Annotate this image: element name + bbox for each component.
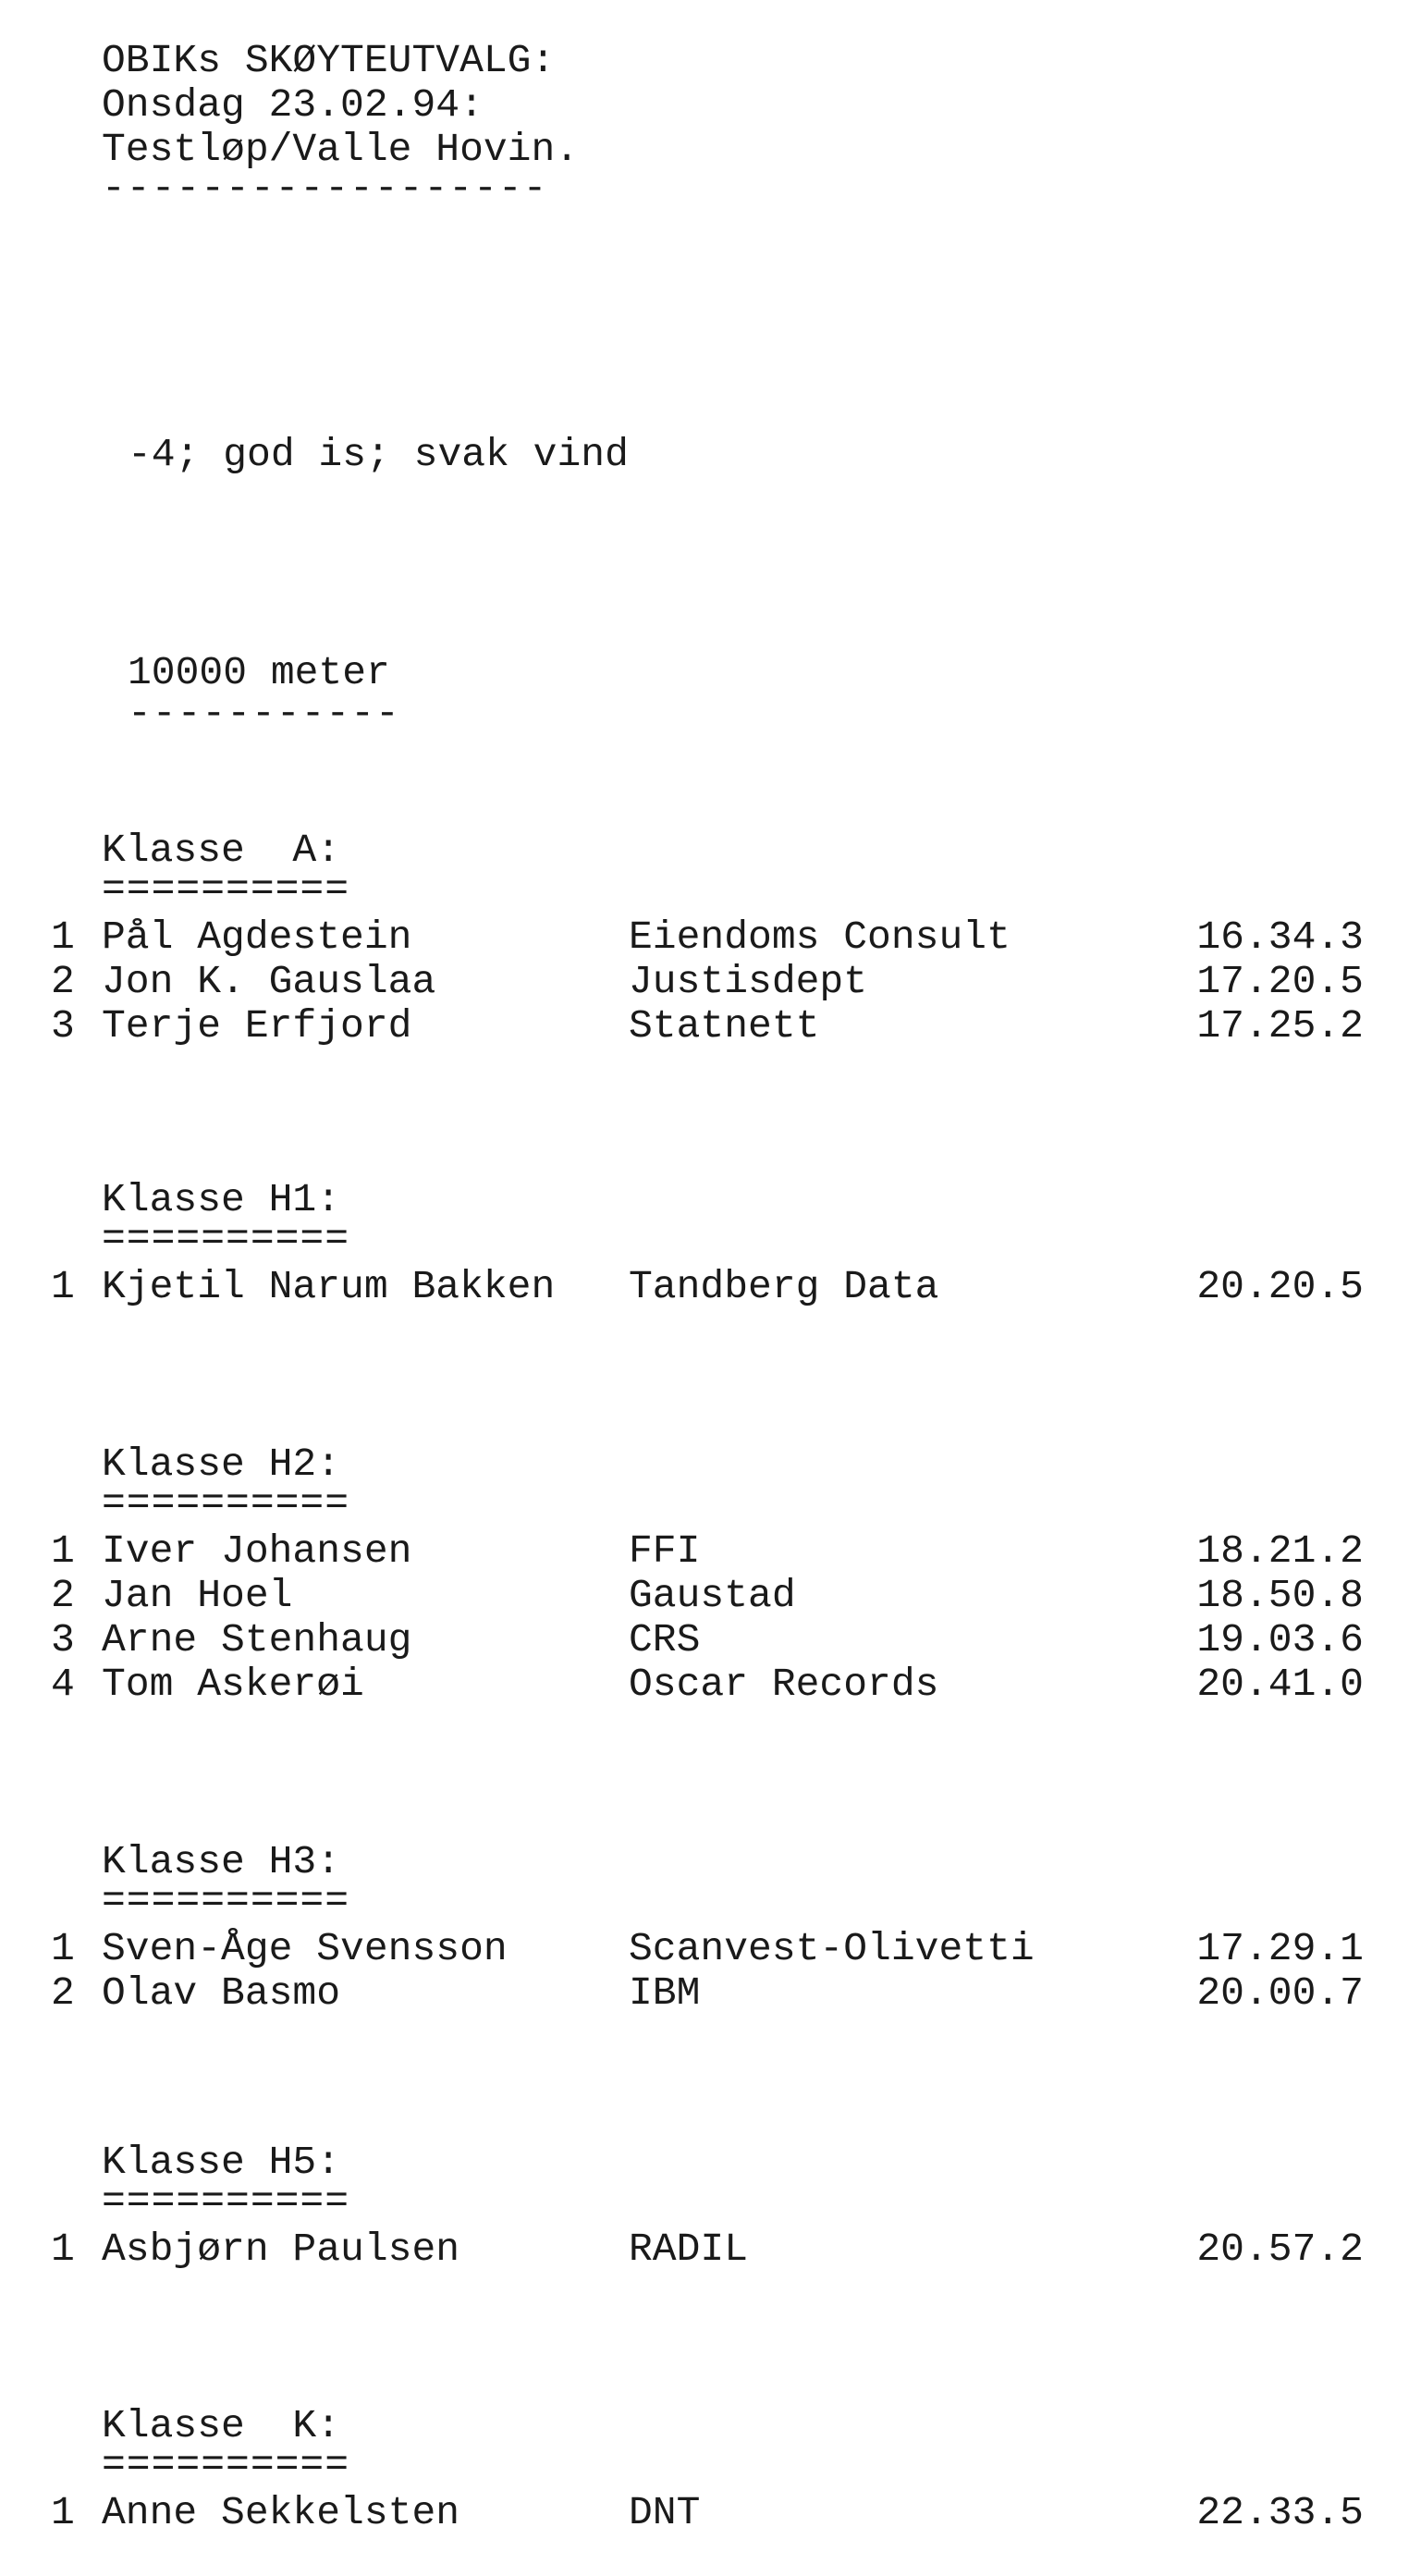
result-row	[0, 1574, 1421, 1618]
result-organization: CRS	[629, 1617, 701, 1662]
header-title: OBIKs SKØYTEUTVALG:	[102, 38, 556, 83]
result-row	[0, 960, 1421, 1004]
result-time: 20.41.0	[1196, 1662, 1364, 1707]
distance-label: 10000 meter	[128, 650, 390, 695]
result-time: 17.25.2	[1196, 1003, 1364, 1049]
result-rank: 1	[51, 1926, 75, 1971]
result-name: Jon K. Gauslaa	[102, 959, 436, 1004]
result-organization: Eiendoms Consult	[629, 914, 1011, 960]
class-underline: ==========	[102, 1480, 350, 1526]
result-organization: Oscar Records	[629, 1662, 939, 1707]
result-row	[0, 2491, 1421, 2535]
result-name: Anne Sekkelsten	[102, 2490, 460, 2535]
result-rank: 1	[51, 914, 75, 960]
result-organization: FFI	[629, 1528, 701, 1574]
class-title: Klasse H2:	[102, 1441, 341, 1487]
result-time: 19.03.6	[1196, 1617, 1364, 1662]
result-rank: 1	[51, 1528, 75, 1574]
result-row	[0, 1662, 1421, 1707]
result-name: Sven-Åge Svensson	[102, 1926, 508, 1971]
result-organization: RADIL	[629, 2226, 749, 2272]
result-rank: 2	[51, 1970, 75, 2016]
conditions-text: -4; god is; svak vind	[128, 432, 629, 477]
result-time: 20.00.7	[1196, 1970, 1364, 2016]
result-name: Pål Agdestein	[102, 914, 412, 960]
class-title: Klasse K:	[102, 2403, 341, 2448]
class-underline: ==========	[102, 1878, 350, 1923]
result-row	[0, 1618, 1421, 1662]
result-organization: Gaustad	[629, 1573, 796, 1618]
class-title: Klasse H1:	[102, 1177, 341, 1222]
result-row	[0, 1927, 1421, 1971]
result-time: 20.20.5	[1196, 1264, 1364, 1309]
result-organization: Statnett	[629, 1003, 820, 1049]
result-rank: 1	[51, 1264, 75, 1309]
result-time: 22.33.5	[1196, 2490, 1364, 2535]
class-underline: ==========	[102, 2178, 350, 2224]
class-title: Klasse H3:	[102, 1839, 341, 1884]
result-rank: 3	[51, 1003, 75, 1049]
result-organization: DNT	[629, 2490, 701, 2535]
result-row	[0, 1971, 1421, 2016]
header-venue: Testløp/Valle Hovin.	[102, 127, 580, 172]
class-underline: ==========	[102, 2442, 350, 2487]
result-name: Kjetil Narum Bakken	[102, 1264, 556, 1309]
result-organization: IBM	[629, 1970, 701, 2016]
result-rank: 4	[51, 1662, 75, 1707]
result-row	[0, 915, 1421, 960]
result-name: Olav Basmo	[102, 1970, 341, 2016]
class-title: Klasse A:	[102, 828, 341, 873]
result-row	[0, 1529, 1421, 1574]
result-name: Iver Johansen	[102, 1528, 412, 1574]
result-time: 18.21.2	[1196, 1528, 1364, 1574]
result-name: Terje Erfjord	[102, 1003, 412, 1049]
result-name: Tom Askerøi	[102, 1662, 364, 1707]
result-name: Jan Hoel	[102, 1573, 293, 1618]
header-date: Onsdag 23.02.94:	[102, 82, 484, 128]
header-underline: ------------------	[102, 166, 548, 211]
result-name: Asbjørn Paulsen	[102, 2226, 460, 2272]
result-time: 16.34.3	[1196, 914, 1364, 960]
result-time: 20.57.2	[1196, 2226, 1364, 2272]
result-row	[0, 1004, 1421, 1049]
result-rank: 2	[51, 1573, 75, 1618]
class-underline: ==========	[102, 1216, 350, 1261]
result-organization: Justisdept	[629, 959, 868, 1004]
result-name: Arne Stenhaug	[102, 1617, 412, 1662]
result-time: 18.50.8	[1196, 1573, 1364, 1618]
class-underline: ==========	[102, 866, 350, 912]
result-organization: Tandberg Data	[629, 1264, 939, 1309]
class-title: Klasse H5:	[102, 2140, 341, 2185]
result-rank: 1	[51, 2490, 75, 2535]
result-time: 17.20.5	[1196, 959, 1364, 1004]
result-row	[0, 1265, 1421, 1309]
result-rank: 1	[51, 2226, 75, 2272]
distance-underline: -----------	[128, 691, 400, 736]
result-time: 17.29.1	[1196, 1926, 1364, 1971]
result-organization: Scanvest-Olivetti	[629, 1926, 1035, 1971]
result-row	[0, 2227, 1421, 2272]
result-rank: 3	[51, 1617, 75, 1662]
result-rank: 2	[51, 959, 75, 1004]
